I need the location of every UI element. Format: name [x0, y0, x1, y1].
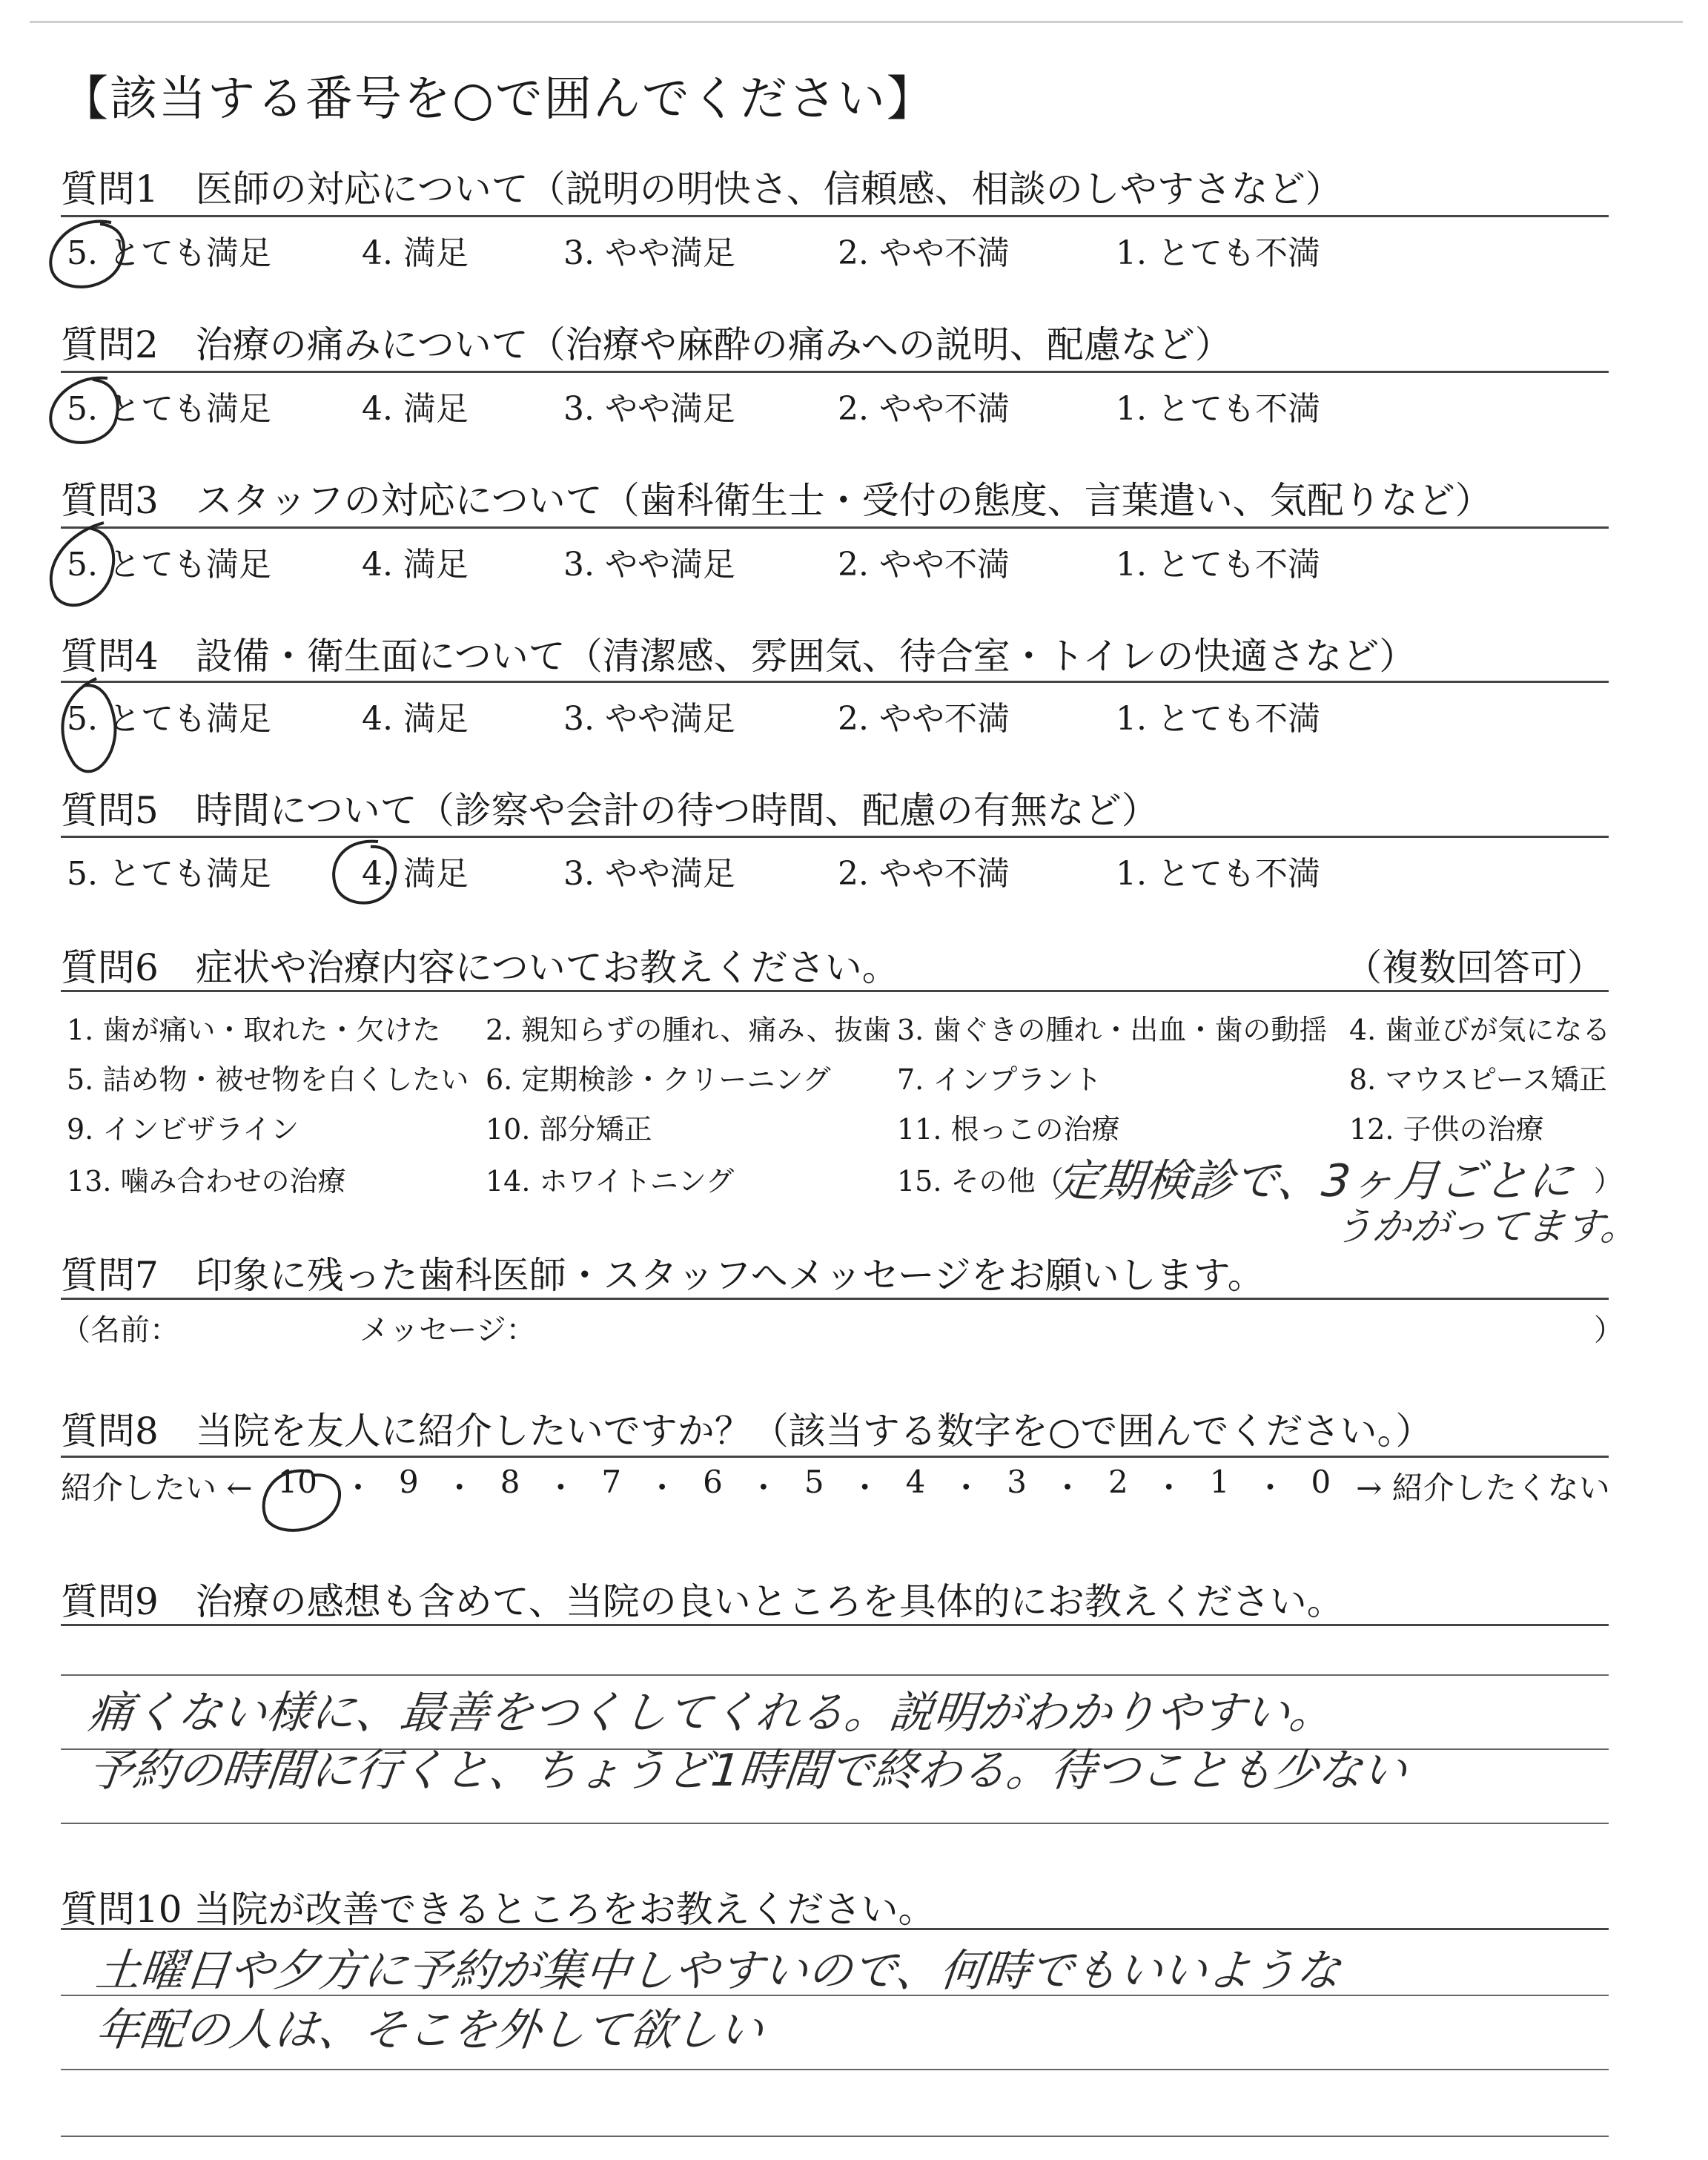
q8-number-2[interactable]: 2	[1108, 1464, 1128, 1500]
q8-separator: ・	[849, 1470, 881, 1506]
q8-number-10[interactable]: 10	[277, 1464, 317, 1500]
q5-option-5[interactable]: 5. とても満足	[67, 855, 271, 893]
question-7-title: 質問7 印象に残った歯科医師・スタッフへメッセージをお願いします。	[61, 1254, 1265, 1297]
q1-option-1[interactable]: 1. とても不満	[1116, 234, 1320, 272]
q8-scale-left-label: 紹介したい ←	[61, 1470, 253, 1506]
question-10-title: 質問10 当院が改善できるところをお教えください。	[61, 1888, 936, 1931]
answer-line	[61, 1928, 1609, 1930]
q6-item-1[interactable]: 1. 歯が痛い・取れた・欠けた	[67, 1014, 441, 1046]
q4-option-1[interactable]: 1. とても不満	[1116, 700, 1320, 738]
q8-number-4[interactable]: 4	[905, 1464, 926, 1500]
answer-line	[61, 2069, 1609, 2070]
q1-option-4[interactable]: 4. 満足	[362, 234, 469, 272]
answer-line	[61, 1624, 1609, 1626]
question-3-title: 質問3 スタッフの対応について（歯科衛生士・受付の態度、言葉遣い、気配りなど）	[61, 479, 1492, 522]
q8-scale-right-label: → 紹介したくない	[1356, 1470, 1610, 1506]
divider	[61, 526, 1609, 529]
question-9-title: 質問9 治療の感想も含めて、当院の良いところを具体的にお教えください。	[61, 1580, 1344, 1623]
q6-item-12[interactable]: 12. 子供の治療	[1349, 1113, 1544, 1146]
q1-option-5[interactable]: 5. とても満足	[67, 234, 271, 272]
q6-item-15-close: ）	[1594, 1165, 1623, 1198]
q3-option-4[interactable]: 4. 満足	[362, 546, 469, 584]
q8-number-3[interactable]: 3	[1007, 1464, 1027, 1500]
divider	[61, 836, 1609, 838]
q6-item-10[interactable]: 10. 部分矯正	[486, 1113, 652, 1146]
q7-close-paren: ）	[1594, 1313, 1623, 1347]
q3-option-1[interactable]: 1. とても不満	[1116, 546, 1320, 584]
q2-option-3[interactable]: 3. やや満足	[563, 390, 735, 428]
q8-scale	[61, 1464, 1610, 1508]
q8-separator: ・	[1254, 1470, 1286, 1506]
q8-separator: ・	[646, 1470, 678, 1506]
answer-line	[61, 1674, 1609, 1676]
q2-option-2[interactable]: 2. やや不満	[838, 390, 1010, 428]
q6-item-7[interactable]: 7. インプラント	[897, 1063, 1102, 1096]
question-5-title: 質問5 時間について（診察や会計の待つ時間、配慮の有無など）	[61, 789, 1159, 832]
q10-handwriting-2: 年配の人は、そこを外して欲しい	[93, 2004, 767, 2056]
q9-handwriting-1: 痛くない様に、最善をつくしてくれる。説明がわかりやすい。	[85, 1687, 1337, 1739]
q4-option-4[interactable]: 4. 満足	[362, 700, 469, 738]
q8-number-9[interactable]: 9	[398, 1464, 419, 1500]
divider	[61, 215, 1609, 217]
q4-option-3[interactable]: 3. やや満足	[563, 700, 735, 738]
q8-separator: ・	[747, 1470, 779, 1506]
answer-line	[61, 2136, 1609, 2137]
q3-option-2[interactable]: 2. やや不満	[838, 546, 1010, 584]
q8-separator: ・	[443, 1470, 475, 1506]
question-2-title: 質問2 治療の痛みについて（治療や麻酔の痛みへの説明、配慮など）	[61, 323, 1232, 366]
q8-separator: ・	[950, 1470, 982, 1506]
q6-item-9[interactable]: 9. インビザライン	[67, 1113, 299, 1146]
q8-number-6[interactable]: 6	[703, 1464, 723, 1500]
q8-separator: ・	[1153, 1470, 1185, 1506]
q8-separator: ・	[545, 1470, 577, 1506]
q1-option-2[interactable]: 2. やや不満	[838, 234, 1010, 272]
q10-handwriting-1: 土曜日や夕方に予約が集中しやすいので、何時でもいいような	[93, 1945, 1343, 1997]
q6-item-14[interactable]: 14. ホワイトニング	[486, 1165, 735, 1198]
q8-number-8[interactable]: 8	[500, 1464, 520, 1500]
top-border	[30, 21, 1683, 23]
question-6-title: 質問6 症状や治療内容についてお教えください。	[61, 946, 899, 989]
q4-option-2[interactable]: 2. やや不満	[838, 700, 1010, 738]
q5-option-3[interactable]: 3. やや満足	[563, 855, 735, 893]
q3-option-5[interactable]: 5. とても満足	[67, 546, 271, 584]
divider	[61, 681, 1609, 683]
q5-option-1[interactable]: 1. とても不満	[1116, 855, 1320, 893]
q6-other-handwriting-2: うかがってます。	[1331, 1205, 1642, 1249]
q3-option-3[interactable]: 3. やや満足	[563, 546, 735, 584]
q6-item-3[interactable]: 3. 歯ぐきの腫れ・出血・歯の動揺	[897, 1014, 1328, 1046]
q6-item-13[interactable]: 13. 噛み合わせの治療	[67, 1165, 346, 1198]
q6-item-6[interactable]: 6. 定期検診・クリーニング	[486, 1063, 831, 1096]
q8-number-5[interactable]: 5	[804, 1464, 824, 1500]
q6-item-15[interactable]: 15. その他（	[897, 1165, 1064, 1198]
q6-item-8[interactable]: 8. マウスピース矯正	[1349, 1063, 1607, 1096]
q9-handwriting-2: 予約の時間に行くと、ちょうど1時間で終わる。待つことも少ない	[85, 1745, 1410, 1797]
question-4-title: 質問4 設備・衛生面について（清潔感、雰囲気、待合室・トイレの快適さなど）	[61, 635, 1417, 678]
q8-number-1[interactable]: 1	[1209, 1464, 1230, 1500]
divider	[61, 1298, 1609, 1300]
q8-number-0[interactable]: 0	[1311, 1464, 1331, 1500]
q2-option-5[interactable]: 5. とても満足	[67, 390, 271, 428]
q4-option-5[interactable]: 5. とても満足	[67, 700, 271, 738]
q1-option-3[interactable]: 3. やや満足	[563, 234, 735, 272]
question-1-title: 質問1 医師の対応について（説明の明快さ、信頼感、相談のしやすさなど）	[61, 168, 1343, 211]
divider	[61, 990, 1609, 992]
q2-option-4[interactable]: 4. 満足	[362, 390, 469, 428]
q6-item-4[interactable]: 4. 歯並びが気になる	[1349, 1014, 1611, 1046]
q5-option-2[interactable]: 2. やや不満	[838, 855, 1010, 893]
question-6-note: （複数回答可）	[1345, 946, 1604, 989]
page-title: 【該当する番号を○で囲んでください】	[61, 72, 936, 127]
divider	[61, 1456, 1609, 1458]
q7-message-field[interactable]: メッセージ：	[360, 1313, 536, 1347]
q5-option-4[interactable]: 4. 満足	[362, 855, 469, 893]
q6-item-11[interactable]: 11. 根っこの治療	[897, 1113, 1120, 1146]
q8-separator: ・	[342, 1470, 374, 1506]
divider	[61, 371, 1609, 373]
answer-line	[61, 1823, 1609, 1824]
q8-separator: ・	[1052, 1470, 1084, 1506]
q2-option-1[interactable]: 1. とても不満	[1116, 390, 1320, 428]
q8-number-7[interactable]: 7	[601, 1464, 622, 1500]
q6-other-handwriting-1: 定期検診で、3ヶ月ごとに	[1053, 1155, 1576, 1207]
q7-name-field[interactable]: （名前：	[61, 1313, 179, 1347]
question-8-title: 質問8 当院を友人に紹介したいですか？（該当する数字を○で囲んでください。）	[61, 1410, 1433, 1453]
q6-item-5[interactable]: 5. 詰め物・被せ物を白くしたい	[67, 1063, 469, 1096]
q6-item-2[interactable]: 2. 親知らずの腫れ、痛み、抜歯	[486, 1014, 891, 1046]
